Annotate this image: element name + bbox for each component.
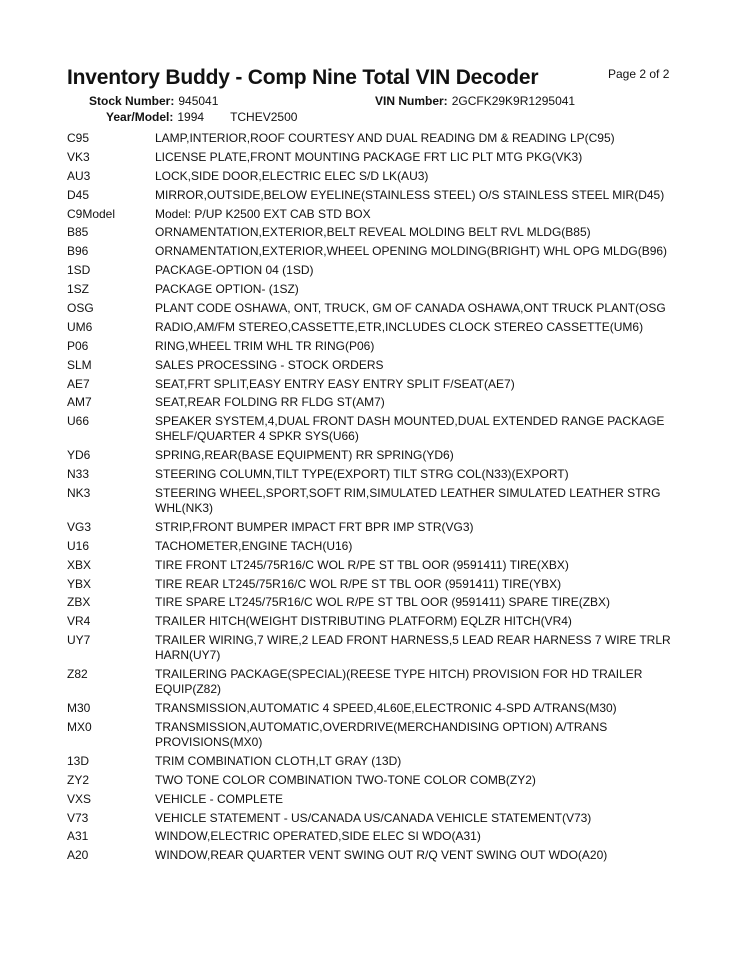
option-description: PACKAGE-OPTION 04 (1SD) xyxy=(155,263,314,278)
option-code: 1SZ xyxy=(67,282,90,297)
option-description: STEERING WHEEL,SPORT,SOFT RIM,SIMULATED LEATHER SIMULATED LEATHER STRG WHL(NK3) xyxy=(155,486,661,516)
option-description: ORNAMENTATION,EXTERIOR,WHEEL OPENING MOLDING(BRIGHT) WHL OPG MLDG(B96) xyxy=(155,244,668,259)
model-value: TCHEV2500 xyxy=(230,110,298,124)
page-number: Page 2 of 2 xyxy=(608,67,670,81)
option-row xyxy=(67,282,682,297)
option-row xyxy=(67,377,682,392)
option-code: Z82 xyxy=(67,667,88,682)
option-row xyxy=(67,339,682,354)
option-description: SPEAKER SYSTEM,4,DUAL FRONT DASH MOUNTED,DUAL EXTENDED RANGE PACKAGE SHELF/QUARTER 4 SPKR SYS(U66) xyxy=(155,414,665,444)
option-description: SEAT,REAR FOLDING RR FLDG ST(AM7) xyxy=(155,395,385,410)
option-row xyxy=(67,577,682,592)
option-code: B96 xyxy=(67,244,89,259)
option-code: N33 xyxy=(67,467,90,482)
option-description: STEERING COLUMN,TILT TYPE(EXPORT) TILT STRG COL(N33)(EXPORT) xyxy=(155,467,569,482)
option-code: UM6 xyxy=(67,319,93,334)
option-description: SEAT,FRT SPLIT,EASY ENTRY EASY ENTRY SPLIT F/SEAT(AE7) xyxy=(155,376,515,391)
option-description: PLANT CODE OSHAWA, ONT, TRUCK, GM OF CANADA OSHAWA,ONT TRUCK PLANT(OSG xyxy=(155,301,666,316)
option-row xyxy=(67,754,682,769)
option-code: VK3 xyxy=(67,149,90,164)
option-description: TRAILER WIRING,7 WIRE,2 LEAD FRONT HARNESS,5 LEAD REAR HARNESS 7 WIRE TRLR HARN(UY7) xyxy=(155,633,671,663)
option-code: YBX xyxy=(67,576,92,591)
option-code-list xyxy=(67,131,682,867)
stock-number-value: 945041 xyxy=(178,94,219,108)
option-row xyxy=(67,448,682,463)
option-code: C9Model xyxy=(67,206,116,221)
option-code: OSG xyxy=(67,301,94,316)
option-row xyxy=(67,614,682,629)
option-code: 1SD xyxy=(67,263,91,278)
option-code: B85 xyxy=(67,225,89,240)
option-row xyxy=(67,188,682,203)
year-model xyxy=(106,110,297,124)
option-description: TIRE FRONT LT245/75R16/C WOL R/PE ST TBL OOR (9591411) TIRE(XBX) xyxy=(155,557,569,572)
option-row xyxy=(67,467,682,482)
option-row xyxy=(67,414,682,444)
stock-number-label: Stock Number: xyxy=(89,94,175,108)
option-row xyxy=(67,539,682,554)
option-code: U66 xyxy=(67,414,90,429)
option-code: V73 xyxy=(67,810,89,825)
vin-number xyxy=(375,94,575,108)
option-code: ZBX xyxy=(67,595,91,610)
option-code: C95 xyxy=(67,131,90,145)
option-description: TIRE SPARE LT245/75R16/C WOL R/PE ST TBL OOR (9591411) SPARE TIRE(ZBX) xyxy=(155,595,611,610)
option-code: AU3 xyxy=(67,168,91,183)
option-description: RADIO,AM/FM STEREO,CASSETTE,ETR,INCLUDES CLOCK STEREO CASSETTE(UM6) xyxy=(155,319,644,334)
option-row xyxy=(67,395,682,410)
option-description: MIRROR,OUTSIDE,BELOW EYELINE(STAINLESS STEEL) O/S STAINLESS STEEL MIR(D45) xyxy=(155,187,665,202)
option-code: VG3 xyxy=(67,519,92,534)
option-code: MX0 xyxy=(67,719,92,734)
option-row xyxy=(67,792,682,807)
option-code: AM7 xyxy=(67,395,92,410)
stock-number xyxy=(89,94,218,108)
option-description: PACKAGE OPTION- (1SZ) xyxy=(155,282,299,297)
option-row xyxy=(67,358,682,373)
option-row xyxy=(67,169,682,184)
option-description: LOCK,SIDE DOOR,ELECTRIC ELEC S/D LK(AU3) xyxy=(155,168,429,183)
option-description: LAMP,INTERIOR,ROOF COURTESY AND DUAL READING DM & READING LP(C95) xyxy=(155,131,615,145)
option-description: STRIP,FRONT BUMPER IMPACT FRT BPR IMP STR(VG3) xyxy=(155,519,474,534)
option-row xyxy=(67,811,682,826)
option-row xyxy=(67,244,682,259)
option-code: XBX xyxy=(67,557,92,572)
option-code: AE7 xyxy=(67,376,90,391)
option-description: Model: P/UP K2500 EXT CAB STD BOX xyxy=(155,206,371,221)
option-description: WINDOW,REAR QUARTER VENT SWING OUT R/Q VENT SWING OUT WDO(A20) xyxy=(155,848,608,863)
option-code: M30 xyxy=(67,701,91,716)
year-model-label: Year/Model: xyxy=(106,110,174,124)
option-code: SLM xyxy=(67,357,92,372)
option-row xyxy=(67,520,682,535)
option-code: VXS xyxy=(67,791,92,806)
option-description: SALES PROCESSING - STOCK ORDERS xyxy=(155,357,384,372)
option-description: TRANSMISSION,AUTOMATIC,OVERDRIVE(MERCHANDISING OPTION) A/TRANS PROVISIONS(MX0) xyxy=(155,719,608,749)
option-row xyxy=(67,701,682,716)
option-row xyxy=(67,207,682,222)
option-row xyxy=(67,829,682,844)
option-code: U16 xyxy=(67,538,90,553)
option-code: A20 xyxy=(67,848,89,863)
option-code: ZY2 xyxy=(67,772,90,787)
option-description: VEHICLE - COMPLETE xyxy=(155,791,284,806)
option-row xyxy=(67,263,682,278)
option-description: WINDOW,ELECTRIC OPERATED,SIDE ELEC SI WDO(A31) xyxy=(155,829,481,844)
option-description: TWO TONE COLOR COMBINATION TWO-TONE COLOR COMB(ZY2) xyxy=(155,772,536,787)
vin-number-value: 2GCFK29K9R1295041 xyxy=(451,94,576,108)
option-code: P06 xyxy=(67,338,89,353)
option-description: TRAILERING PACKAGE(SPECIAL)(REESE TYPE HITCH) PROVISION FOR HD TRAILER EQUIP(Z82) xyxy=(155,667,643,697)
option-description: SPRING,REAR(BASE EQUIPMENT) RR SPRING(YD6) xyxy=(155,448,454,463)
option-row xyxy=(67,225,682,240)
vin-number-label: VIN Number: xyxy=(375,94,448,108)
option-code: VR4 xyxy=(67,614,91,629)
document-title: Inventory Buddy - Comp Nine Total VIN Decoder xyxy=(67,66,539,89)
option-row xyxy=(67,595,682,610)
option-description: TRIM COMBINATION CLOTH,LT GRAY (13D) xyxy=(155,753,402,768)
option-row xyxy=(67,667,682,697)
option-description: ORNAMENTATION,EXTERIOR,BELT REVEAL MOLDING BELT RVL MLDG(B85) xyxy=(155,225,591,240)
year-value: 1994 xyxy=(177,110,205,124)
option-row xyxy=(67,558,682,573)
option-description: TIRE REAR LT245/75R16/C WOL R/PE ST TBL OOR (9591411) TIRE(YBX) xyxy=(155,576,562,591)
option-row xyxy=(67,633,682,663)
option-row xyxy=(67,848,682,863)
option-row xyxy=(67,301,682,316)
option-code: A31 xyxy=(67,829,89,844)
option-description: TACHOMETER,ENGINE TACH(U16) xyxy=(155,538,353,553)
option-row xyxy=(67,320,682,335)
option-description: LICENSE PLATE,FRONT MOUNTING PACKAGE FRT LIC PLT MTG PKG(VK3) xyxy=(155,149,583,164)
option-code: UY7 xyxy=(67,633,91,648)
option-description: RING,WHEEL TRIM WHL TR RING(P06) xyxy=(155,338,375,353)
option-row xyxy=(67,720,682,750)
option-code: NK3 xyxy=(67,486,91,501)
option-row xyxy=(67,131,682,146)
option-row xyxy=(67,486,682,516)
option-code: D45 xyxy=(67,187,90,202)
option-description: VEHICLE STATEMENT - US/CANADA US/CANADA VEHICLE STATEMENT(V73) xyxy=(155,810,592,825)
option-code: 13D xyxy=(67,753,90,768)
option-row xyxy=(67,773,682,788)
option-description: TRANSMISSION,AUTOMATIC 4 SPEED,4L60E,ELECTRONIC 4-SPD A/TRANS(M30) xyxy=(155,701,617,716)
option-code: YD6 xyxy=(67,448,91,463)
option-description: TRAILER HITCH(WEIGHT DISTRIBUTING PLATFORM) EQLZR HITCH(VR4) xyxy=(155,614,572,629)
option-row xyxy=(67,150,682,165)
